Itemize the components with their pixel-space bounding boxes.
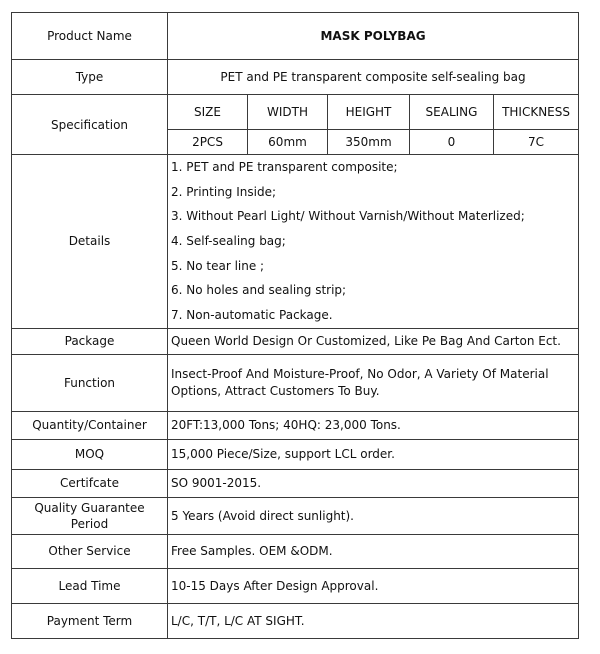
row-type — [12, 60, 579, 95]
row-details — [12, 155, 579, 329]
details-item: 3. Without Pearl Light/ Without Varnish/Without Materlized; — [171, 209, 525, 224]
quality-guarantee-value: 5 Years (Avoid direct sunlight). — [168, 497, 579, 534]
spec-value-sealing: 0 — [410, 130, 494, 155]
certificate-label: Certifcate — [12, 469, 168, 497]
row-package — [12, 328, 579, 354]
spec-value-height: 350mm — [328, 130, 410, 155]
moq-label: MOQ — [12, 439, 168, 469]
details-item: 7. Non-automatic Package. — [171, 308, 333, 323]
spec-header-size: SIZE — [168, 95, 248, 130]
spec-header-width: WIDTH — [248, 95, 328, 130]
spec-header-height: HEIGHT — [328, 95, 410, 130]
spec-header-sealing: SEALING — [410, 95, 494, 130]
lead-time-label: Lead Time — [12, 568, 168, 603]
row-moq — [12, 439, 579, 469]
spec-value-thickness: 7C — [494, 130, 579, 155]
spec-value-width: 60mm — [248, 130, 328, 155]
package-label: Package — [12, 328, 168, 354]
details-list — [168, 155, 579, 329]
product-spec-table — [11, 12, 579, 639]
row-lead-time — [12, 568, 579, 603]
type-value: PET and PE transparent composite self-sealing bag — [168, 60, 579, 95]
certificate-value: SO 9001-2015. — [168, 469, 579, 497]
row-other-service — [12, 534, 579, 568]
product-name-label: Product Name — [12, 13, 168, 60]
function-line: Options, Attract Customers To Buy. — [171, 383, 380, 398]
spec-value-size: 2PCS — [168, 130, 248, 155]
details-item: 4. Self-sealing bag; — [171, 234, 286, 249]
details-item: 2. Printing Inside; — [171, 184, 277, 199]
moq-value: 15,000 Piece/Size, support LCL order. — [168, 439, 579, 469]
quality-label-line: Period — [70, 516, 109, 531]
quantity-value: 20FT:13,000 Tons; 40HQ: 23,000 Tons. — [168, 411, 579, 439]
other-service-value: Free Samples. OEM &ODM. — [168, 534, 579, 568]
row-quantity — [12, 411, 579, 439]
function-line: Insect-Proof And Moisture-Proof, No Odor, A Variety Of Material — [171, 366, 549, 381]
quality-label-line: Quality Guarantee — [34, 500, 145, 515]
row-certificate — [12, 469, 579, 497]
product-name-value: MASK POLYBAG — [168, 13, 579, 60]
package-value: Queen World Design Or Customized, Like Pe Bag And Carton Ect. — [168, 328, 579, 354]
details-item: 6. No holes and sealing strip; — [171, 283, 347, 298]
row-payment-term — [12, 603, 579, 638]
quality-guarantee-label — [12, 497, 168, 534]
specification-label: Specification — [12, 95, 168, 155]
lead-time-value: 10-15 Days After Design Approval. — [168, 568, 579, 603]
type-label: Type — [12, 60, 168, 95]
row-product-name — [12, 13, 579, 60]
function-label: Function — [12, 354, 168, 411]
function-value — [168, 354, 579, 411]
row-quality-guarantee — [12, 497, 579, 534]
details-label: Details — [12, 155, 168, 329]
quantity-label: Quantity/Container — [12, 411, 168, 439]
other-service-label: Other Service — [12, 534, 168, 568]
row-function — [12, 354, 579, 411]
row-specification-headers — [12, 95, 579, 130]
details-item: 5. No tear line ; — [171, 258, 265, 273]
payment-term-value: L/C, T/T, L/C AT SIGHT. — [168, 603, 579, 638]
payment-term-label: Payment Term — [12, 603, 168, 638]
details-item: 1. PET and PE transparent composite; — [171, 160, 398, 174]
spec-header-thickness: THICKNESS — [494, 95, 579, 130]
